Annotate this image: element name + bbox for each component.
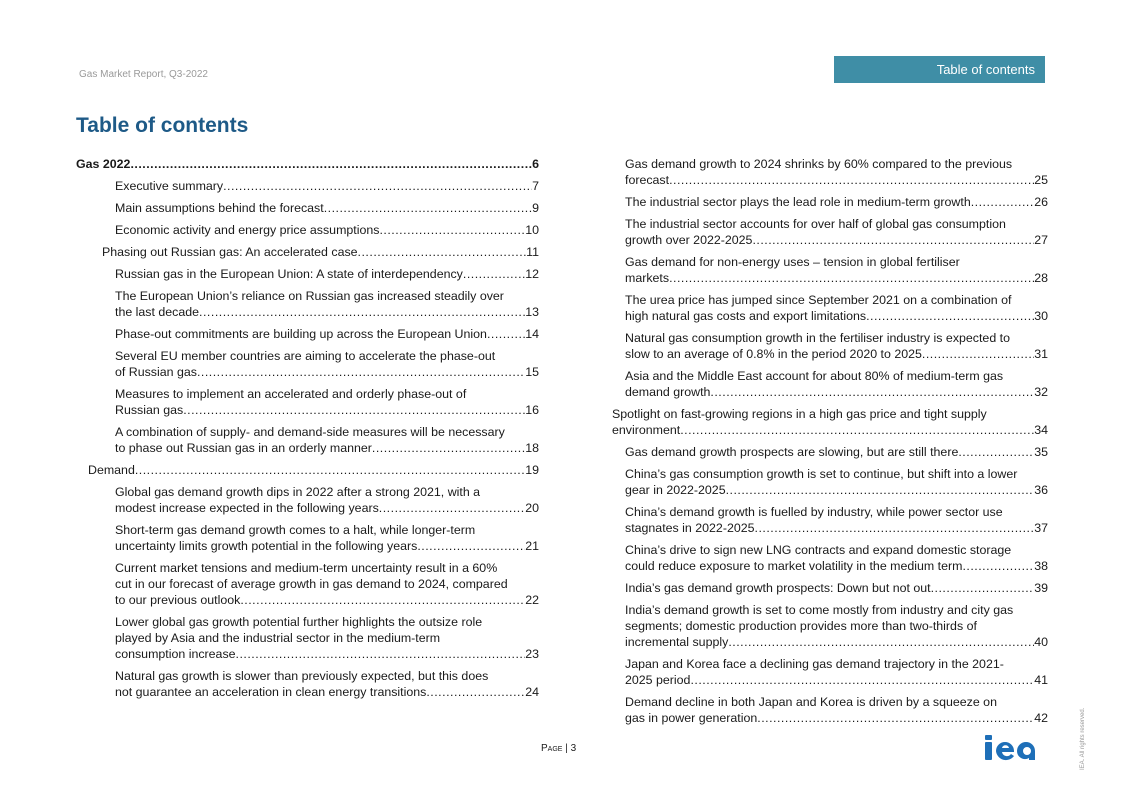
toc-entry-text: Phase-out commitments are building up across the European Union: [115, 327, 487, 341]
toc-entry[interactable]: [76, 222, 539, 238]
dot-leader: [728, 634, 1034, 650]
toc-entry-line: [115, 222, 539, 238]
toc-entry-text: The European Union’s reliance on Russian gas increased steadily over: [115, 289, 504, 303]
toc-entry-text: Gas 2022: [76, 157, 131, 171]
toc-entry-text: Economic activity and energy price assumptions: [115, 223, 380, 237]
toc-entry-text: The industrial sector accounts for over half of global gas consumption: [625, 217, 1006, 231]
toc-entry-line: [625, 710, 1048, 726]
page-label: Page: [541, 743, 563, 754]
dot-leader: [197, 364, 525, 380]
toc-entry[interactable]: [612, 368, 1048, 400]
toc-page-number: 35: [1034, 445, 1048, 459]
toc-page-number: 14: [525, 327, 539, 341]
toc-entry-text: could reduce exposure to market volatility in the medium term: [625, 559, 963, 573]
toc-entry[interactable]: [76, 614, 539, 662]
toc-entry[interactable]: [612, 542, 1048, 574]
toc-entry-line: [115, 500, 539, 516]
toc-entry[interactable]: [76, 522, 539, 554]
dot-leader: [372, 440, 525, 456]
toc-entry[interactable]: [612, 216, 1048, 248]
dot-leader: [752, 232, 1034, 248]
toc-entry[interactable]: [76, 668, 539, 700]
dot-leader: [463, 266, 525, 282]
dot-leader: [135, 462, 525, 478]
toc-left-column: [76, 156, 539, 706]
toc-entry-text: China’s drive to sign new LNG contracts and expand domestic storage: [625, 543, 1012, 557]
toc-entry[interactable]: [76, 288, 539, 320]
toc-entry-line: [115, 646, 539, 662]
toc-entry-line: [625, 558, 1048, 574]
toc-entry-text: cut in our forecast of average growth in gas demand to 2024, compared: [115, 577, 508, 591]
toc-entry[interactable]: [612, 504, 1048, 536]
toc-entry-text: uncertainty limits growth potential in the following years: [115, 539, 418, 553]
dot-leader: [417, 538, 525, 554]
toc-entry-line: [102, 244, 539, 260]
toc-page-number: 31: [1034, 347, 1048, 361]
toc-entry[interactable]: [76, 200, 539, 216]
dot-leader: [931, 580, 1035, 596]
toc-entry-line: [115, 326, 539, 342]
toc-entry-text: markets: [625, 271, 670, 285]
toc-entry-line: [115, 266, 539, 282]
toc-entry-line: [115, 200, 539, 216]
toc-entry-line: [115, 440, 539, 456]
toc-entry-line: [115, 684, 539, 700]
toc-page-number: 11: [526, 245, 539, 259]
toc-entry[interactable]: [612, 694, 1048, 726]
toc-entry-text: Measures to implement an accelerated and orderly phase-out of: [115, 387, 467, 401]
toc-entry[interactable]: [76, 326, 539, 342]
toc-page-number: 30: [1034, 309, 1048, 323]
toc-page-number: 27: [1034, 233, 1048, 247]
dot-leader: [223, 178, 532, 194]
toc-page-number: 34: [1034, 423, 1048, 437]
toc-entry-line: [625, 520, 1048, 536]
toc-entry-text: Asia and the Middle East account for about 80% of medium-term gas: [625, 369, 1004, 383]
toc-entry[interactable]: [612, 156, 1048, 188]
toc-entry-line: [115, 364, 539, 380]
toc-entry-line: [625, 194, 1048, 210]
toc-entry[interactable]: [612, 580, 1048, 596]
toc-entry[interactable]: [612, 330, 1048, 362]
toc-entry-text: to our previous outlook: [115, 593, 241, 607]
toc-entry-text: not guarantee an acceleration in clean energy transitions: [115, 685, 427, 699]
toc-entry-text: China’s demand growth is fuelled by industry, while power sector use: [625, 505, 1003, 519]
toc-entry-text: to phase out Russian gas in an orderly manner: [115, 441, 372, 455]
iea-logo: [983, 733, 1047, 766]
toc-entry-text: high natural gas costs and export limitations: [625, 309, 867, 323]
iea-logo-graphic: [983, 733, 1047, 761]
toc-entry-text: India’s demand growth is set to come mostly from industry and city gas: [625, 603, 1014, 617]
toc-entry-line: [625, 346, 1048, 362]
toc-entry[interactable]: [76, 266, 539, 282]
toc-entry-text: gear in 2022-2025: [625, 483, 726, 497]
toc-page-number: 32: [1034, 385, 1048, 399]
toc-entry-text: Gas demand growth prospects are slowing, but are still there: [625, 445, 959, 459]
toc-page-number: 41: [1034, 673, 1048, 687]
toc-page-number: 23: [525, 647, 539, 661]
toc-entry[interactable]: [76, 178, 539, 194]
toc-page-number: 40: [1034, 635, 1048, 649]
toc-page-number: 9: [532, 201, 539, 215]
toc-entry-text: Natural gas growth is slower than previously expected, but this does: [115, 669, 489, 683]
toc-entry[interactable]: [76, 560, 539, 608]
toc-entry-line: [115, 304, 539, 320]
dot-leader: [726, 482, 1035, 498]
toc-entry[interactable]: [76, 386, 539, 418]
toc-page-number: 28: [1034, 271, 1048, 285]
page-title: Table of contents: [76, 114, 249, 137]
toc-page-number: 7: [532, 179, 539, 193]
toc-page-number: 21: [525, 539, 539, 553]
dot-leader: [426, 684, 525, 700]
toc-entry-text: China’s gas consumption growth is set to continue, but shift into a lower: [625, 467, 1018, 481]
toc-entry-line: [625, 634, 1048, 650]
dot-leader: [962, 558, 1034, 574]
toc-entry-text: Gas demand growth to 2024 shrinks by 60% compared to the previous: [625, 157, 1013, 171]
toc-page-number: 16: [525, 403, 539, 417]
toc-page-number: 15: [525, 365, 539, 379]
toc-page-number: 36: [1034, 483, 1048, 497]
toc-entry[interactable]: [612, 466, 1048, 498]
toc-page-number: 12: [525, 267, 539, 281]
dot-leader: [183, 402, 525, 418]
toc-entry-text: Russian gas in the European Union: A state of interdependency: [115, 267, 463, 281]
toc-entry-text: Demand decline in both Japan and Korea is driven by a squeeze on: [625, 695, 997, 709]
toc-right-column: [612, 156, 1048, 732]
toc-entry-text: modest increase expected in the following years: [115, 501, 379, 515]
toc-entry-line: [625, 482, 1048, 498]
toc-page-number: 25: [1034, 173, 1048, 187]
toc-page-number: 37: [1034, 521, 1048, 535]
toc-entry-line: [625, 444, 1048, 460]
toc-entry-line: [625, 672, 1048, 688]
dot-leader: [487, 326, 525, 342]
dot-leader: [240, 592, 525, 608]
toc-entry-line: [625, 308, 1048, 324]
toc-entry-text: played by Asia and the industrial sector in the medium-term: [115, 631, 441, 645]
toc-entry-text: Phasing out Russian gas: An accelerated case: [102, 245, 358, 259]
toc-page-number: 13: [525, 305, 539, 319]
dot-leader: [236, 646, 526, 662]
toc-entry-text: Current market tensions and medium-term uncertainty result in a 60%: [115, 561, 498, 575]
dot-leader: [710, 384, 1034, 400]
toc-page-number: 18: [525, 441, 539, 455]
toc-entry[interactable]: [612, 254, 1048, 286]
dot-leader: [971, 194, 1034, 210]
toc-entry-text: The urea price has jumped since September 2021 on a combination of: [625, 293, 1012, 307]
dot-leader: [199, 304, 525, 320]
dot-leader: [324, 200, 532, 216]
dot-leader: [866, 308, 1034, 324]
dot-leader: [669, 172, 1034, 188]
toc-page-number: 20: [525, 501, 539, 515]
toc-entry[interactable]: [612, 292, 1048, 324]
toc-entry[interactable]: [76, 244, 539, 260]
toc-page-number: 39: [1034, 581, 1048, 595]
dot-leader: [669, 270, 1034, 286]
dot-leader: [922, 346, 1034, 362]
toc-entry-text: Executive summary: [115, 179, 224, 193]
toc-entry[interactable]: [76, 424, 539, 456]
dot-leader: [680, 422, 1034, 438]
toc-entry-text: slow to an average of 0.8% in the period 2020 to 2025: [625, 347, 922, 361]
toc-entry-text: stagnates in 2022-2025: [625, 521, 755, 535]
dot-leader: [130, 156, 532, 172]
toc-entry-line: [625, 172, 1048, 188]
toc-entry[interactable]: [612, 602, 1048, 650]
toc-entry-line: [625, 232, 1048, 248]
toc-entry-text: forecast: [625, 173, 670, 187]
toc-entry-text: 2025 period: [625, 673, 691, 687]
toc-entry[interactable]: [612, 444, 1048, 460]
toc-page-number: 42: [1034, 711, 1048, 725]
toc-entry[interactable]: [76, 484, 539, 516]
toc-entry-line: [115, 178, 539, 194]
toc-entry-text: Russian gas: [115, 403, 184, 417]
toc-entry-text: Spotlight on fast-growing regions in a high gas price and tight supply: [612, 407, 987, 421]
toc-entry-text: incremental supply: [625, 635, 729, 649]
section-tab: Table of contents: [834, 56, 1045, 83]
toc-entry-text: Gas demand for non-energy uses – tension in global fertiliser: [625, 255, 960, 269]
toc-entry[interactable]: [612, 194, 1048, 210]
toc-entry-text: Main assumptions behind the forecast: [115, 201, 324, 215]
page-number: [541, 743, 576, 754]
toc-entry-text: consumption increase: [115, 647, 236, 661]
toc-entry[interactable]: [612, 406, 1048, 438]
toc-entry-text: growth over 2022-2025: [625, 233, 753, 247]
toc-entry-line: [612, 422, 1048, 438]
report-title: Gas Market Report, Q3-2022: [79, 69, 208, 80]
toc-entry-line: [76, 156, 539, 172]
dot-leader: [690, 672, 1034, 688]
toc-entry-text: of Russian gas: [115, 365, 197, 379]
toc-entry-text: Global gas demand growth dips in 2022 after a strong 2021, with a: [115, 485, 481, 499]
toc-entry-text: environment: [612, 423, 681, 437]
toc-page-number: 19: [525, 463, 539, 477]
toc-entry[interactable]: [76, 462, 539, 478]
toc-entry-text: A combination of supply- and demand-side measures will be necessary: [115, 425, 505, 439]
toc-entry-text: the last decade: [115, 305, 200, 319]
toc-entry-line: [115, 538, 539, 554]
toc-entry[interactable]: [76, 156, 539, 172]
toc-entry-text: gas in power generation: [625, 711, 758, 725]
toc-entry-text: demand growth: [625, 385, 711, 399]
toc-entry-text: segments; domestic production provides more than two-thirds of: [625, 619, 977, 633]
toc-page-number: 22: [525, 593, 539, 607]
toc-page-number: 24: [525, 685, 539, 699]
toc-entry-text: The industrial sector plays the lead role in medium-term growth: [625, 195, 971, 209]
toc-entry-text: Demand: [88, 463, 135, 477]
toc-entry-text: India’s gas demand growth prospects: Down but not out: [625, 581, 931, 595]
toc-entry-line: [625, 580, 1048, 596]
dot-leader: [755, 520, 1035, 536]
toc-entry-text: Short-term gas demand growth comes to a halt, while longer-term: [115, 523, 476, 537]
toc-page-number: 38: [1034, 559, 1048, 573]
toc-entry-text: Natural gas consumption growth in the fertiliser industry is expected to: [625, 331, 1010, 345]
toc-entry-line: [88, 462, 539, 478]
dot-leader: [757, 710, 1034, 726]
dot-leader: [958, 444, 1034, 460]
dot-leader: [358, 244, 527, 260]
toc-entry[interactable]: [612, 656, 1048, 688]
toc-entry-line: [625, 384, 1048, 400]
toc-entry-line: [115, 592, 539, 608]
toc-page-number: 26: [1034, 195, 1048, 209]
rights-notice: IEA. All rights reserved.: [1080, 707, 1086, 770]
dot-leader: [379, 222, 525, 238]
page-separator: |: [565, 743, 568, 754]
toc-entry-text: Lower global gas growth potential further highlights the outsize role: [115, 615, 483, 629]
dot-leader: [379, 500, 525, 516]
toc-entry-text: Japan and Korea face a declining gas demand trajectory in the 2021-: [625, 657, 1004, 671]
toc-entry-text: Several EU member countries are aiming to accelerate the phase-out: [115, 349, 496, 363]
page-number-value: 3: [570, 743, 577, 754]
toc-entry-line: [115, 402, 539, 418]
toc-page-number: 6: [532, 157, 539, 171]
toc-page-number: 10: [525, 223, 539, 237]
toc-entry[interactable]: [76, 348, 539, 380]
toc-entry-line: [625, 270, 1048, 286]
